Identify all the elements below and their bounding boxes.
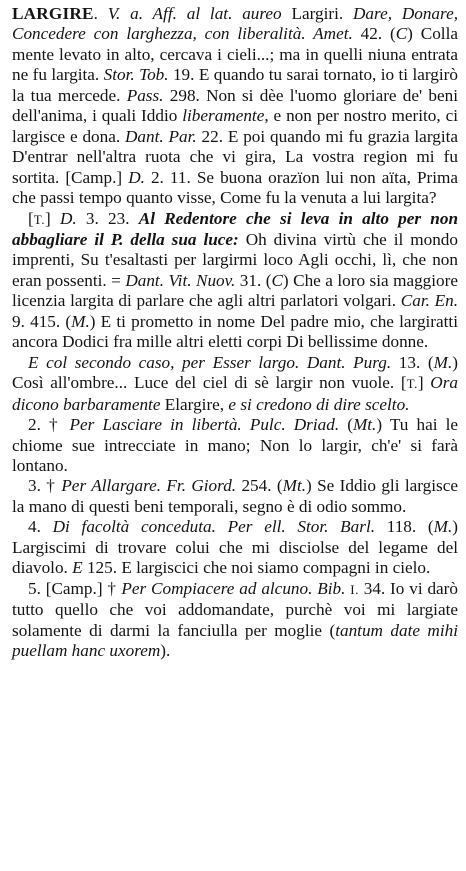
- citation-paragraph: [T.] D. 3. 23. Al Redentore che si leva in alto per non abbagliare il P. della sua luce: Oh divina virtù che il mondo imprenti, Su t'esaltasti per largirmi loco Agli occhi, lì, che non eran possenti. = Dant. Vit. Nuov. 31. (C) Che a loro sia maggiore licenzia largita di parlare che agli altri parlatori volgari. Car. En. 9. 415. (M.) E ti prometto in nome Del padre mio, che largiratti ancora Dodici fra mille altri eletti corpi Di bellissime donne.: [12, 208, 458, 352]
- sense-second-case: E col secondo caso, per Esser largo. Dant. Purg. 13. (M.) Così all'ombre... Luce del ciel di sè largir non vuole. [T.] Ora dicono barbaramente Elargire, e si credono di dire scelto.: [12, 352, 458, 414]
- headword: LARGIRE: [12, 4, 94, 23]
- sense-3: 3. † Per Allargare. Fr. Giord. 254. (Mt.) Se Iddio gli largisce la mano di questi beni temporali, segno è di odio sommo.: [12, 476, 458, 516]
- entry-definition: LARGIRE. V. a. Aff. al lat. aureo Largiri. Dare, Donare, Concedere con larghezza, con liberalità. Amet. 42. (C) Colla mente levato in alto, cercava i cieli...; ma in quelli niuna entrata ne fu largita. Stor. Tob. 19. E quando tu sarai tornato, io ti largirò la tua mercede. Pass. 298. Non si dèe l'uomo gloriare de' beni dell'anima, i quali Iddio liberamente, e non per nostro merito, ci largisce e dona. Dant. Par. 22. E poi quando mi fu grazia largita D'entrar nell'altra ruota che vi gira, La vostra region mi fu sortita. [Camp.] D. 2. 11. Se buona orazïon lui non aïta, Prima che passi tempo quanto visse, Come fu la venuta a lui largita?: [12, 4, 458, 208]
- sense-5: 5. [Camp.] † Per Compiacere ad alcuno. Bib. I. 34. Io vi darò tutto quello che voi addomandate, purchè voi mi largiate solamente di darmi la fanciulla per moglie (tantum date mihi puellam hanc uxorem).: [12, 578, 458, 661]
- sense-4: 4. Di facoltà conceduta. Per ell. Stor. Barl. 118. (M.) Largiscimi di trovare colui che mi disciolse del legame del diavolo. E 125. E largiscici che noi siamo compagni in cielo.: [12, 517, 459, 578]
- sense-2: 2. † Per Lasciare in libertà. Pulc. Driad. (Mt.) Tu hai le chiome sue intrecciate in mano; Non lo largir, ch'e' si farà lontano.: [12, 415, 459, 475]
